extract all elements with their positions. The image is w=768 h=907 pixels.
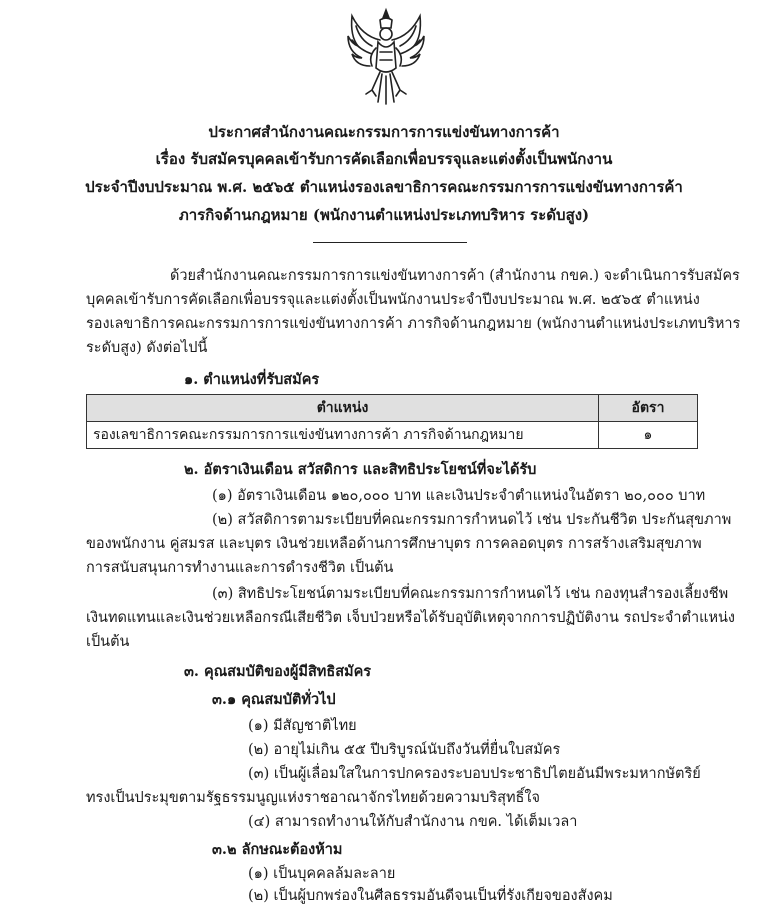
title-line-4: ภารกิจด้านกฎหมาย (พนักงานตำแหน่งประเภทบริหาร ระดับสูง)	[178, 206, 590, 224]
section-3-1-item-4: (๔) สามารถทำงานให้กับสำนักงาน กขค. ได้เต็มเวลา	[248, 814, 578, 830]
section-3-1-item-2: (๒) อายุไม่เกิน ๕๕ ปีบริบูรณ์นับถึงวันที่ยื่นใบสมัคร	[248, 742, 561, 758]
title-divider	[313, 242, 467, 243]
section-3-1-heading: ๓.๑ คุณสมบัติทั่วไป	[212, 691, 336, 708]
section-3-1-item-3-cont: ทรงเป็นประมุขตามรัฐธรรมนูญแห่งราชอาณาจักรไทยด้วยความบริสุทธิ์ใจ	[86, 790, 540, 806]
intro-line: รองเลขาธิการคณะกรรมการการแข่งขันทางการค้า ภารกิจด้านกฎหมาย (พนักงานตำแหน่งประเภทบริหาร	[86, 316, 741, 332]
section-2-item-3-cont: เงินทดแทนและเงินช่วยเหลือกรณีเสียชีวิต เจ็บป่วยหรือได้รับอุบัติเหตุจากการปฏิบัติงาน รถประจำตำแหน่ง	[86, 610, 736, 626]
intro-line: บุคคลเข้ารับการคัดเลือกเพื่อบรรจุและแต่งตั้งเป็นพนักงานประจำปีงบประมาณ พ.ศ. ๒๕๖๕ ตำแหน่ง	[86, 292, 700, 308]
section-2-item-3: (๓) สิทธิประโยชน์ตามระเบียบที่คณะกรรมการกำหนดไว้ เช่น กองทุนสำรองเลี้ยงชีพ	[212, 586, 729, 602]
section-2-item-2-cont: ของพนักงาน คู่สมรส และบุตร เงินช่วยเหลือด้านการศึกษาบุตร การคลอดบุตร การสร้างเสริมสุขภาพ	[86, 536, 702, 552]
garuda-emblem-icon	[340, 6, 432, 106]
intro-line: ด้วยสำนักงานคณะกรรมการการแข่งขันทางการค้า (สำนักงาน กขค.) จะดำเนินการรับสมัคร	[170, 268, 740, 284]
section-3-2-item-1: (๑) เป็นบุคคลล้มละลาย	[248, 866, 396, 882]
section-2-item-1: (๑) อัตราเงินเดือน ๑๒๐,๐๐๐ บาท และเงินประจำตำแหน่งในอัตรา ๒๐,๐๐๐ บาท	[212, 488, 706, 504]
subject-line: เรื่อง รับสมัครบุคคลเข้ารับการคัดเลือกเพื่อบรรจุและแต่งตั้งเป็นพนักงาน	[155, 150, 613, 168]
announcement-title: ประกาศสำนักงานคณะกรรมการการแข่งขันทางการค้า	[208, 123, 560, 141]
column-header-rate: อัตรา	[599, 395, 698, 422]
section-3-2-item-2: (๒) เป็นผู้บกพร่องในศีลธรรมอันดีจนเป็นที่รังเกียจของสังคม	[248, 888, 613, 904]
cell-position: รองเลขาธิการคณะกรรมการการแข่งขันทางการค้า ภารกิจด้านกฎหมาย	[87, 422, 599, 449]
column-header-position: ตำแหน่ง	[87, 395, 599, 422]
section-2-item-2-cont: การสนับสนุนการทำงานและการดำรงชีวิต เป็นต้น	[86, 560, 394, 576]
table-header-row	[87, 395, 698, 422]
section-2-heading: ๒. อัตราเงินเดือน สวัสดิการ และสิทธิประโยชน์ที่จะได้รับ	[184, 461, 537, 478]
section-3-1-item-1: (๑) มีสัญชาติไทย	[248, 718, 357, 734]
table-row	[87, 422, 698, 449]
section-2-item-2: (๒) สวัสดิการตามระเบียบที่คณะกรรมการกำหนดไว้ เช่น ประกันชีวิต ประกันสุขภาพ	[212, 512, 732, 528]
section-3-2-heading: ๓.๒ ลักษณะต้องห้าม	[212, 841, 343, 858]
section-3-heading: ๓. คุณสมบัติของผู้มีสิทธิสมัคร	[184, 663, 372, 680]
section-2-item-3-cont: เป็นต้น	[86, 634, 130, 650]
intro-line: ระดับสูง) ดังต่อไปนี้	[86, 340, 208, 356]
section-1-heading: ๑. ตำแหน่งที่รับสมัคร	[184, 371, 320, 388]
cell-rate: ๑	[599, 422, 698, 449]
title-line-3: ประจำปีงบประมาณ พ.ศ. ๒๕๖๕ ตำแหน่งรองเลขาธิการคณะกรรมการการแข่งขันทางการค้า	[85, 178, 683, 196]
section-3-1-item-3: (๓) เป็นผู้เลื่อมใสในการปกครองระบอบประชาธิปไตยอันมีพระมหากษัตริย์	[248, 766, 701, 782]
position-table	[86, 394, 698, 449]
